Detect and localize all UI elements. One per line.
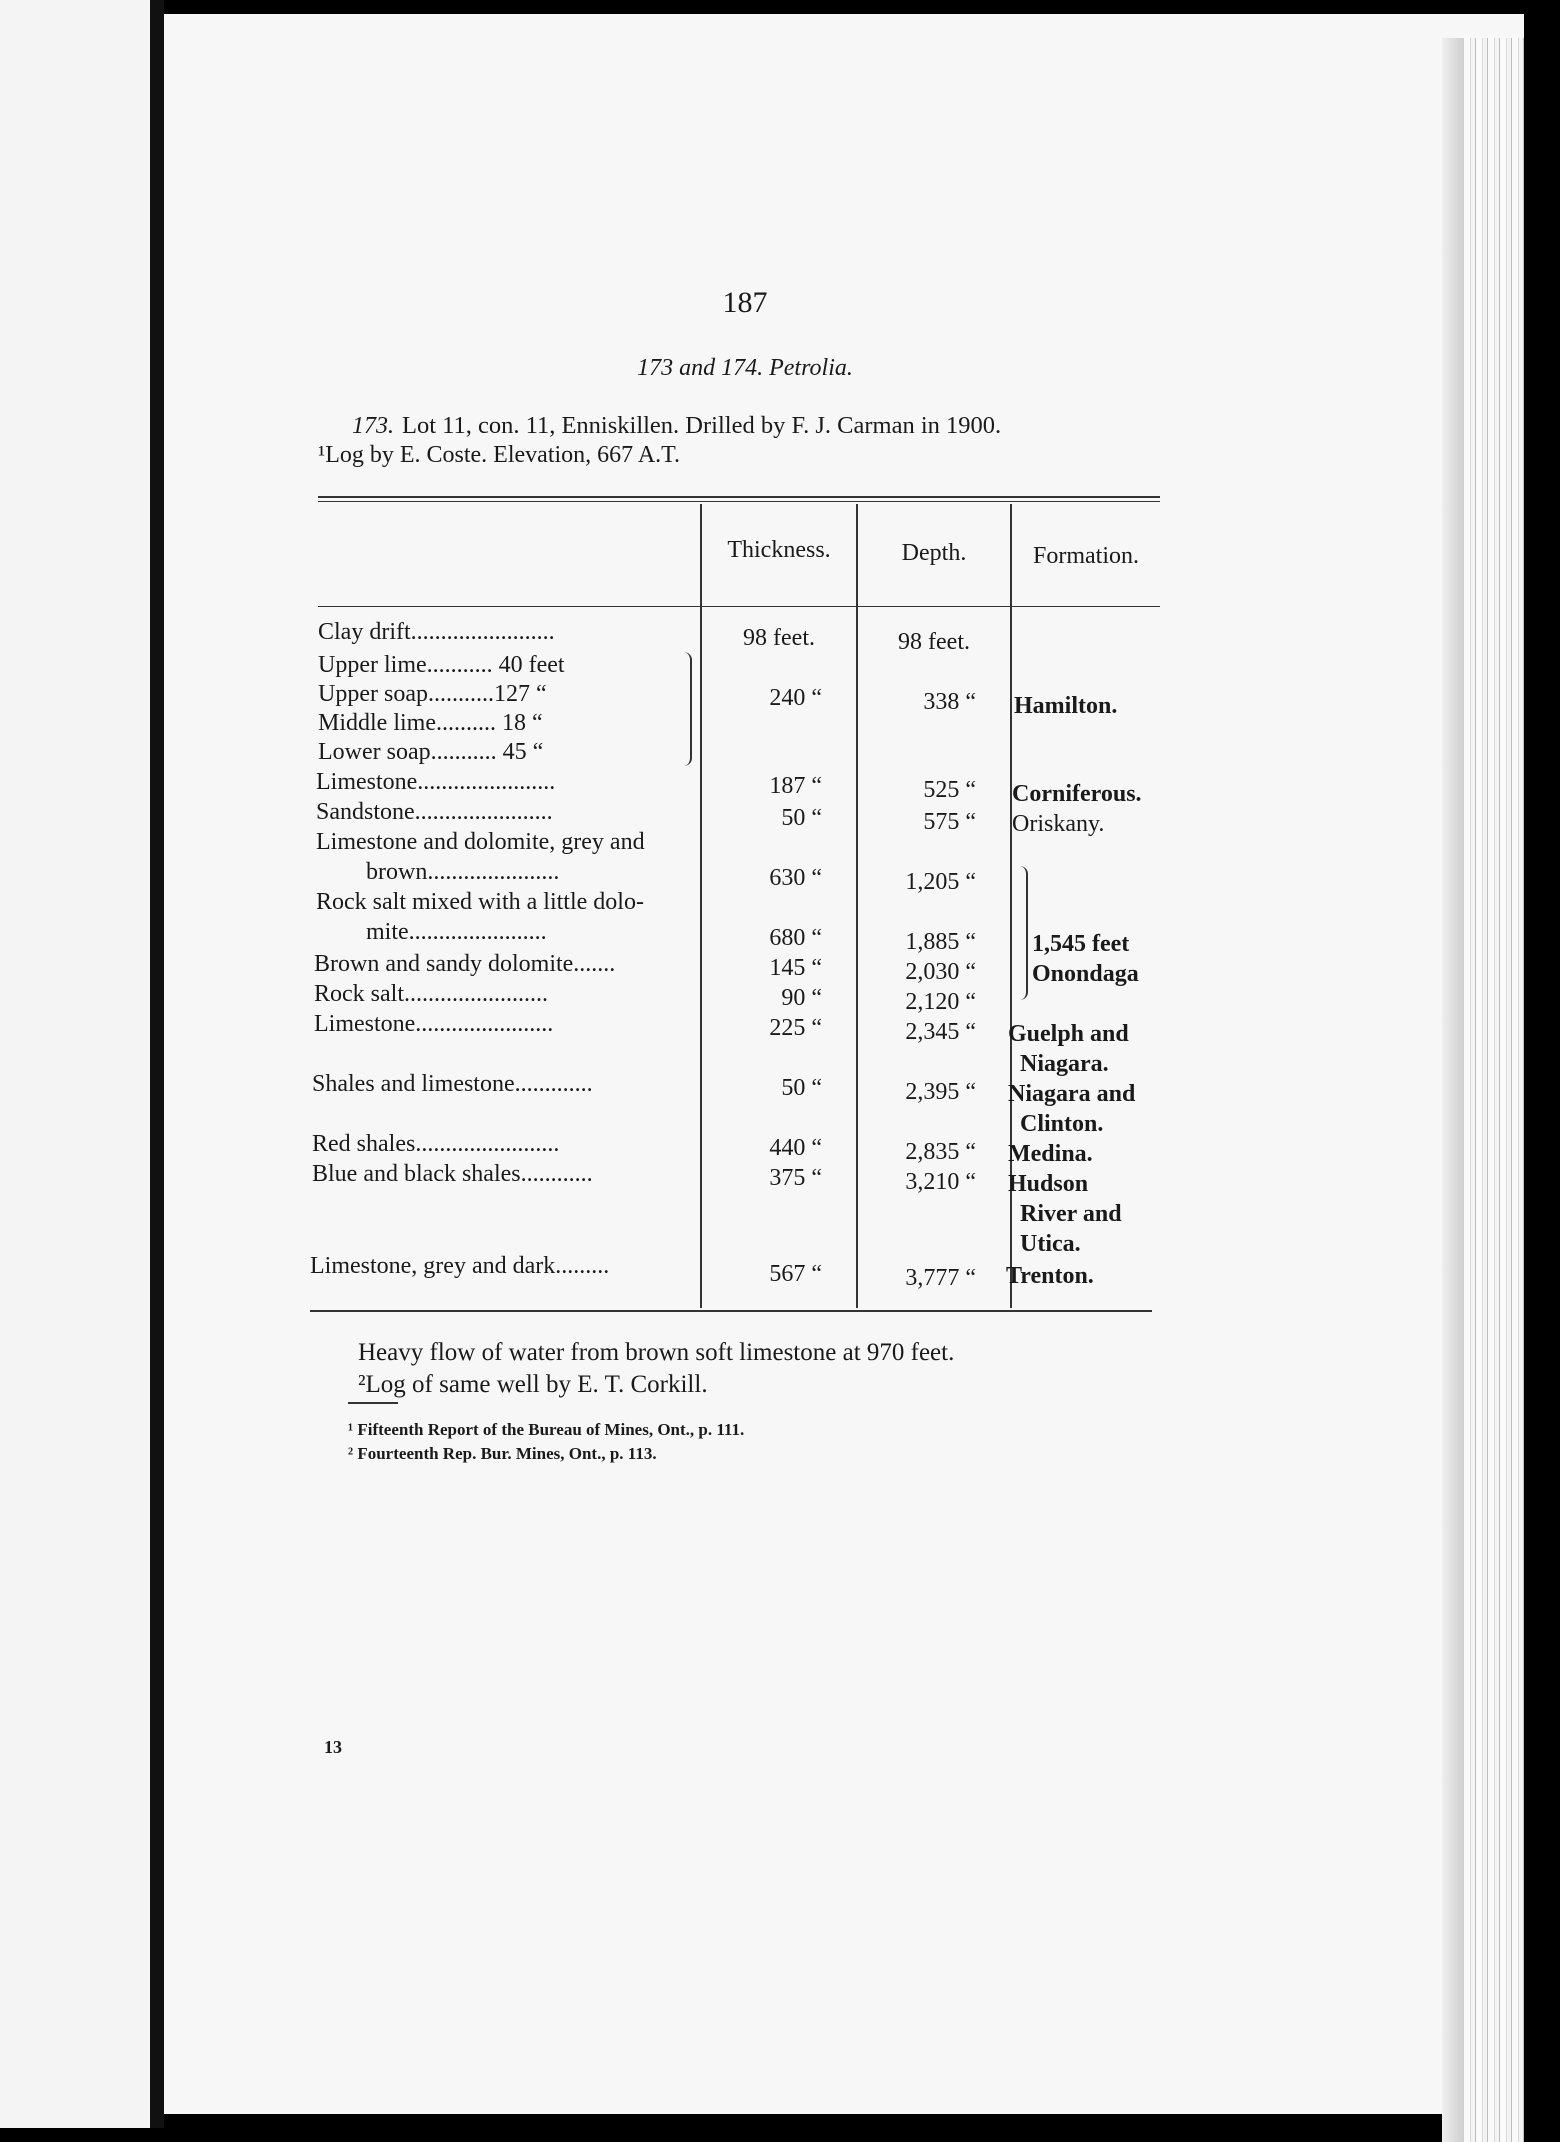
footnote-rule xyxy=(348,1402,398,1404)
section-title: 173 and 174. Petrolia. xyxy=(637,355,853,381)
stratum-cell: Rock salt........................ xyxy=(314,981,548,1007)
formation-cell: Guelph and xyxy=(1008,1021,1129,1047)
thickness-cell: 240 “ xyxy=(769,685,822,711)
thickness-cell: 225 “ xyxy=(769,1015,822,1041)
stratum-cell: Lower soap........... 45 “ xyxy=(318,739,544,765)
stratum-cell: Blue and black shales............ xyxy=(312,1161,593,1187)
brace-icon xyxy=(1016,866,1028,1000)
stratum-cell: Limestone and dolomite, grey and xyxy=(316,829,645,855)
stratum-cell: Rock salt mixed with a little dolo- xyxy=(316,889,644,915)
stratum-cell: Sandstone....................... xyxy=(316,799,553,825)
stratum-cell: Limestone, grey and dark......... xyxy=(310,1253,610,1279)
thickness-cell: 50 “ xyxy=(781,1075,822,1101)
stratum-cell: Shales and limestone............. xyxy=(312,1071,593,1097)
thickness-cell: 145 “ xyxy=(769,955,822,981)
table-bottom-rule xyxy=(310,1310,1152,1312)
depth-cell: 1,205 “ xyxy=(905,869,976,895)
depth-cell: 2,345 “ xyxy=(905,1019,976,1045)
formation-cell: Niagara and xyxy=(1008,1081,1136,1107)
depth-cell: 2,030 “ xyxy=(905,959,976,985)
depth-cell: 98 feet. xyxy=(898,629,970,655)
thickness-cell: 187 “ xyxy=(769,773,822,799)
stratum-cell: Upper soap...........127 “ xyxy=(318,681,547,707)
stratum-cell: Limestone....................... xyxy=(314,1011,554,1037)
stratum-cell: Brown and sandy dolomite....... xyxy=(314,951,616,977)
formation-cell: River and xyxy=(1020,1201,1122,1227)
stratum-cell: Clay drift........................ xyxy=(318,619,555,645)
well-description-line1: Lot 11, con. 11, Enniskillen. Drilled by F. J. Carman in 1900. xyxy=(402,412,1002,439)
depth-cell: 3,777 “ xyxy=(905,1265,976,1291)
thickness-cell: 680 “ xyxy=(769,925,822,951)
thickness-cell: 630 “ xyxy=(769,865,822,891)
depth-cell: 1,885 “ xyxy=(905,929,976,955)
stratum-cell: brown...................... xyxy=(366,859,560,885)
formation-cell: Medina. xyxy=(1008,1141,1093,1167)
formation-cell: Hudson xyxy=(1008,1171,1089,1197)
signature-mark: 13 xyxy=(324,1737,342,1757)
thickness-cell: 50 “ xyxy=(781,805,822,831)
depth-cell: 2,395 “ xyxy=(905,1079,976,1105)
formation-cell: 1,545 feet xyxy=(1032,931,1130,957)
thickness-cell: 98 feet. xyxy=(743,625,815,651)
table-header-rule xyxy=(318,606,1160,607)
header-thickness: Thickness. xyxy=(727,537,831,563)
depth-cell: 525 “ xyxy=(923,777,976,803)
depth-cell: 2,835 “ xyxy=(905,1139,976,1165)
formation-cell: Corniferous. xyxy=(1012,781,1142,807)
well-number: 173. xyxy=(352,413,394,439)
depth-cell: 3,210 “ xyxy=(905,1169,976,1195)
header-depth: Depth. xyxy=(901,540,967,566)
book-page xyxy=(164,14,1524,2114)
book-gutter xyxy=(150,0,164,2128)
page-stack-edge xyxy=(1464,38,1524,2142)
well-description-line2: ¹Log by E. Coste. Elevation, 667 A.T. xyxy=(318,442,681,468)
formation-cell: Hamilton. xyxy=(1014,693,1118,719)
note-text: ²Log of same well by E. T. Corkill. xyxy=(358,1371,708,1398)
formation-cell: Oriskany. xyxy=(1012,811,1105,837)
stratum-cell: Red shales........................ xyxy=(312,1131,560,1157)
page-edge-shadow xyxy=(1442,38,1464,2142)
stratum-cell: Limestone....................... xyxy=(316,769,556,795)
depth-cell: 2,120 “ xyxy=(905,989,976,1015)
table-top-rule xyxy=(318,496,1160,498)
stratum-cell: Upper lime........... 40 feet xyxy=(318,652,565,678)
stratum-cell: mite....................... xyxy=(366,919,547,945)
formation-cell: Utica. xyxy=(1020,1231,1081,1257)
thickness-cell: 440 “ xyxy=(769,1135,822,1161)
footnote-text: ¹ Fifteenth Report of the Bureau of Mines, Ont., p. 111. xyxy=(348,1420,745,1439)
formation-cell: Trenton. xyxy=(1006,1263,1094,1289)
thickness-cell: 375 “ xyxy=(769,1165,822,1191)
formation-cell: Clinton. xyxy=(1020,1111,1104,1137)
thickness-cell: 90 “ xyxy=(781,985,822,1011)
footnote-text: ² Fourteenth Rep. Bur. Mines, Ont., p. 113. xyxy=(348,1444,657,1463)
facing-page-edge xyxy=(0,0,150,2128)
depth-cell: 575 “ xyxy=(923,809,976,835)
formation-cell: Onondaga xyxy=(1032,961,1139,987)
formation-cell: Niagara. xyxy=(1020,1051,1109,1077)
table-top-rule-thin xyxy=(318,501,1160,502)
header-formation: Formation. xyxy=(1033,543,1139,569)
note-text: Heavy flow of water from brown soft limestone at 970 feet. xyxy=(358,1339,955,1366)
stratum-cell: Middle lime.......... 18 “ xyxy=(318,710,543,736)
brace-icon xyxy=(680,652,692,766)
thickness-cell: 567 “ xyxy=(769,1261,822,1287)
page-number: 187 xyxy=(722,286,768,319)
depth-cell: 338 “ xyxy=(923,689,976,715)
